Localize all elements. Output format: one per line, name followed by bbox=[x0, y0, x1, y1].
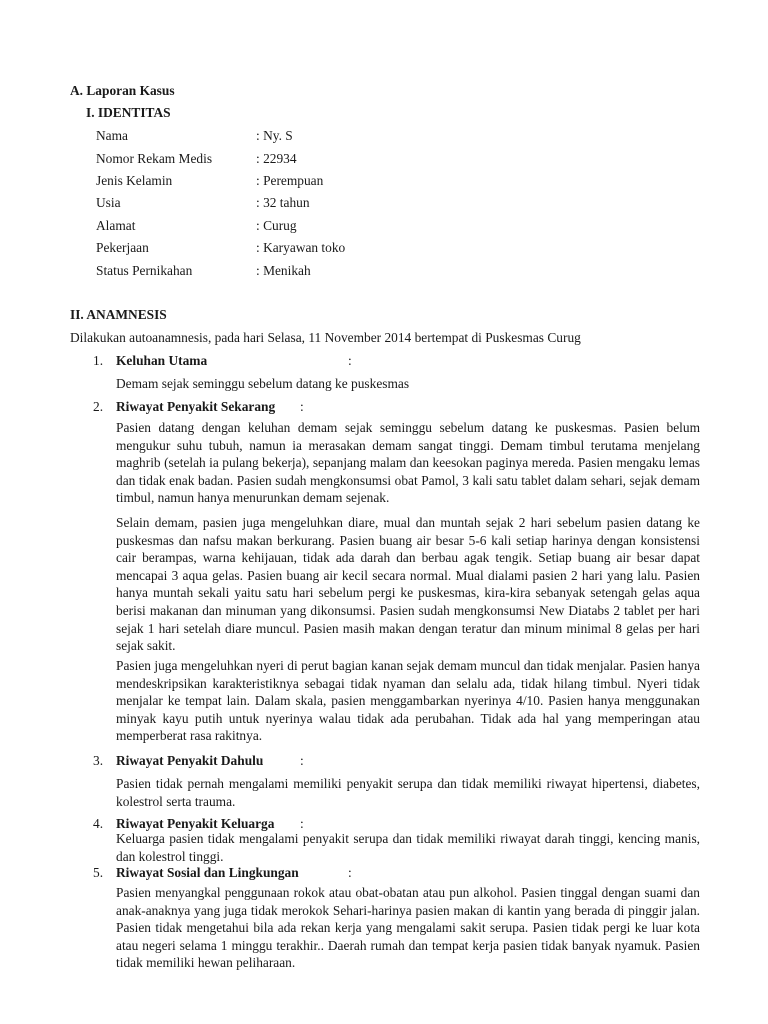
item-colon: : bbox=[348, 353, 352, 368]
item-title: Riwayat Sosial dan Lingkungan bbox=[116, 865, 299, 880]
identitas-heading: I. IDENTITAS bbox=[86, 105, 171, 120]
item-number: 4. bbox=[93, 816, 104, 831]
identitas-label: Jenis Kelamin bbox=[96, 173, 173, 188]
item-colon: : bbox=[300, 753, 304, 768]
item-number: 5. bbox=[93, 865, 104, 880]
item-title: Riwayat Penyakit Keluarga bbox=[116, 816, 275, 831]
identitas-value: : Menikah bbox=[256, 263, 311, 278]
identitas-label: Status Pernikahan bbox=[96, 263, 193, 278]
item-title: Riwayat Penyakit Sekarang bbox=[116, 399, 276, 414]
anamnesis-heading: II. ANAMNESIS bbox=[70, 307, 167, 322]
identitas-label: Alamat bbox=[96, 218, 136, 233]
identitas-value: : Curug bbox=[256, 218, 297, 233]
item-title: Riwayat Penyakit Dahulu bbox=[116, 753, 264, 768]
identitas-label: Nomor Rekam Medis bbox=[96, 151, 213, 166]
item-colon: : bbox=[300, 816, 304, 831]
identitas-value: : 32 tahun bbox=[256, 195, 310, 210]
anamnesis-intro: Dilakukan autoanamnesis, pada hari Selasa, 11 November 2014 bertempat di Puskesmas Curug bbox=[70, 330, 581, 345]
item-paragraph: Pasien datang dengan keluhan demam sejak seminggu sebelum datang ke puskesmas. Pasien belum mengukur suhu tubuh, namun ia merasakan demam sangat tinggi. Demam timbul terutama menjelang maghrib (setelah ia pulang bekerja), sepanjang malam dan keesokan paginya mereda. Pasien mengaku lemas dan tidak enak badan. Pasien sudah mengkonsumsi obat Pamol, 3 kali satu tablet dalam sehari, sejak demam timbul, namun hanya menurunkan demam sejenak. bbox=[116, 420, 700, 506]
identitas-value: : Ny. S bbox=[256, 128, 293, 143]
identitas-value: : Perempuan bbox=[256, 173, 324, 188]
item-colon: : bbox=[300, 399, 304, 414]
identitas-label: Nama bbox=[96, 128, 128, 143]
item-number: 3. bbox=[93, 753, 104, 768]
section-title: A. Laporan Kasus bbox=[70, 83, 175, 98]
item-paragraph: Demam sejak seminggu sebelum datang ke puskesmas bbox=[116, 376, 410, 391]
item-number: 2. bbox=[93, 399, 104, 414]
item-colon: : bbox=[348, 865, 352, 880]
identitas-label: Pekerjaan bbox=[96, 240, 149, 255]
item-paragraph: Pasien menyangkal penggunaan rokok atau obat-obatan atau pun alkohol. Pasien tinggal dengan suami dan anak-anaknya yang juga tidak merokok Sehari-harinya pasien makan di kantin yang berada di pinggir jalan. Pasien tidak mengetahui bila ada rekan kerja yang mengalami sakit serupa. Pasien tidak pergi ke luar kota atau negeri selama 1 minggu terakhir.. Daerah rumah dan tempat kerja pasien tidak banyak nyamuk. Pasien tidak memiliki hewan peliharaan. bbox=[116, 885, 700, 971]
item-number: 1. bbox=[93, 353, 104, 368]
identitas-label: Usia bbox=[96, 195, 121, 210]
identitas-value: : Karyawan toko bbox=[256, 240, 346, 255]
item-title: Keluhan Utama bbox=[116, 353, 208, 368]
item-paragraph: Selain demam, pasien juga mengeluhkan diare, mual dan muntah sejak 2 hari sebelum pasien datang ke puskesmas dan nafsu makan berkurang. Pasien buang air besar 5-6 kali setiap harinya dengan konsistensi cair berampas, warna kehijauan, tidak ada darah dan berbau agak tengik. Setiap buang air besar dapat mencapai 3 aqua gelas. Pasien buang air kecil secara normal. Mual dialami pasien 2 hari yang lalu. Pasien hanya muntah sekali yaitu satu hari sebelum pergi ke puskesmas, kira-kira sebanyak setengah gelas aqua berisi makanan dan minuman yang dikonsumsi. Pasien sudah mengkonsumsi New Diatabs 2 tablet per hari sejak 1 hari setelah diare muncul. Pasien masih makan dengan teratur dan minum minimal 8 gelas per hari sejak sakit. bbox=[116, 515, 700, 654]
item-paragraph: Pasien tidak pernah mengalami memiliki penyakit serupa dan tidak memiliki riwayat hipertensi, diabetes, kolestrol serta trauma. bbox=[116, 776, 700, 809]
item-paragraph: Keluarga pasien tidak mengalami penyakit serupa dan tidak memiliki riwayat darah tinggi, kencing manis, dan kolestrol tinggi. bbox=[116, 831, 700, 864]
identitas-value: : 22934 bbox=[256, 151, 297, 166]
item-paragraph: Pasien juga mengeluhkan nyeri di perut bagian kanan sejak demam muncul dan tidak menjalar. Pasien hanya mendeskripsikan karakteristiknya sebagai tidak nyaman dan selalu ada, tidak hilang timbul. Nyeri tidak menjalar ke tempat lain. Dalam skala, pasien menggambarkan nyerinya 4/10. Pasien hanya menggunakan minyak kayu putih untuk nyerinya walau tidak ada perubahan. Tidak ada hal yang memperingan atau memperberat rasa rakitnya. bbox=[116, 658, 700, 744]
